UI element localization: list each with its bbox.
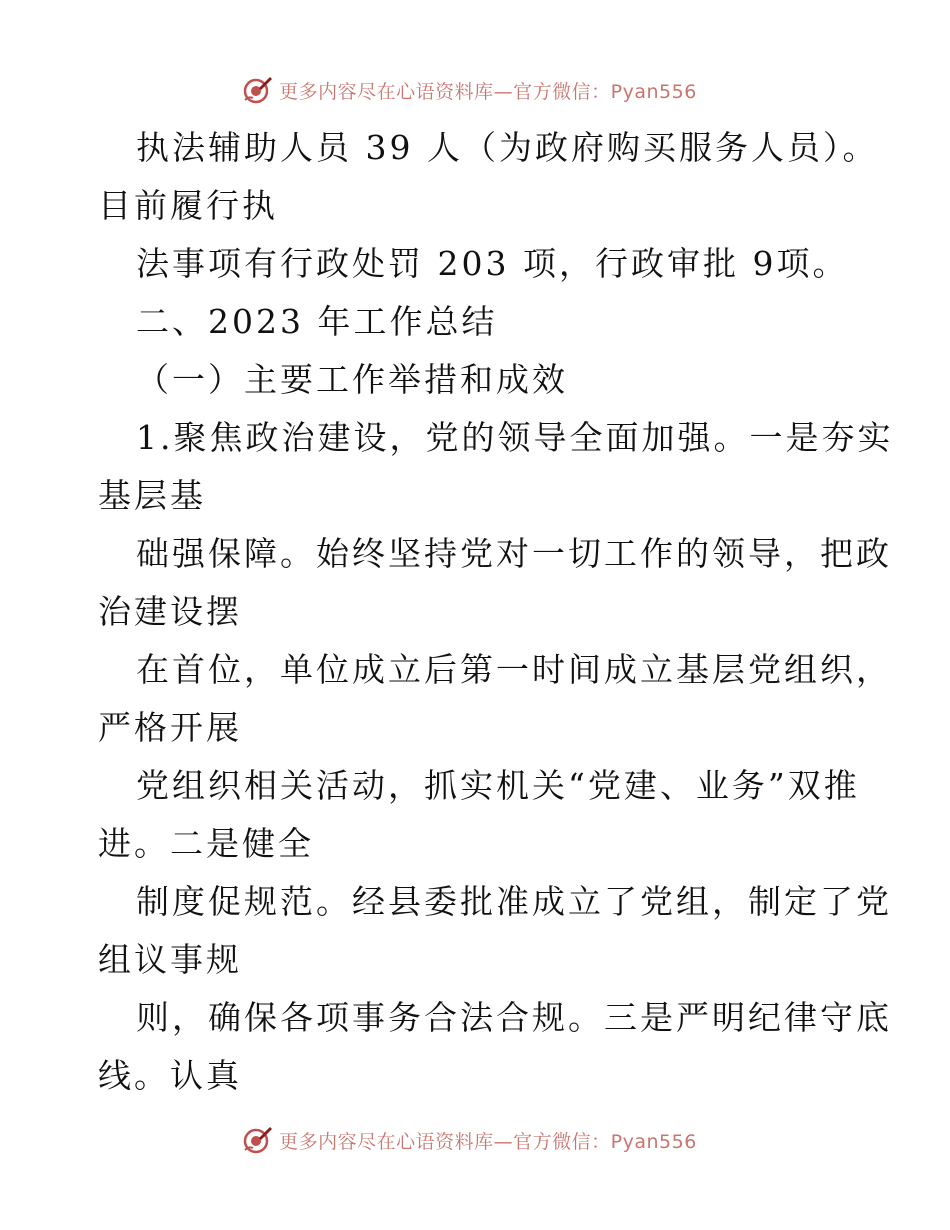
- text-line: 严格开展: [98, 708, 242, 747]
- text-line: 组议事规: [98, 940, 242, 979]
- pen-logo-icon: [241, 1124, 273, 1156]
- text-line: 进。二是健全: [98, 824, 314, 863]
- text-line: 治建设摆: [98, 592, 242, 631]
- text-line: 目前履行执: [98, 186, 278, 225]
- text-line: 1.聚焦政治建设，党的领导全面加强。一是夯实: [136, 418, 894, 457]
- text-line: 执法辅助人员 39 人（为政府购买服务人员）。: [136, 128, 879, 167]
- text-line: 制度促规范。经县委批准成立了党组，制定了党: [136, 882, 892, 921]
- text-line: 则，确保各项事务合法合规。三是严明纪律守底: [136, 998, 892, 1037]
- footer-watermark: [0, 1122, 950, 1158]
- section-heading: 二、2023 年工作总结: [136, 302, 498, 341]
- subsection-heading: （一）主要工作举措和成效: [136, 360, 568, 399]
- watermark-text: 更多内容尽在心语资料库—官方微信：Pyan556: [279, 80, 697, 103]
- text-line: 础强保障。始终坚持党对一切工作的领导，把政: [136, 534, 892, 573]
- text-line: 基层基: [98, 476, 206, 515]
- text-line: 线。认真: [98, 1056, 242, 1095]
- text-line: 党组织相关活动，抓实机关“党建、业务”双推: [136, 766, 860, 805]
- text-line: 在首位，单位成立后第一时间成立基层党组织，: [136, 650, 892, 689]
- watermark-text: 更多内容尽在心语资料库—官方微信：Pyan556: [279, 1130, 697, 1153]
- text-line: 法事项有行政处罚 203 项，行政审批 9项。: [136, 244, 849, 283]
